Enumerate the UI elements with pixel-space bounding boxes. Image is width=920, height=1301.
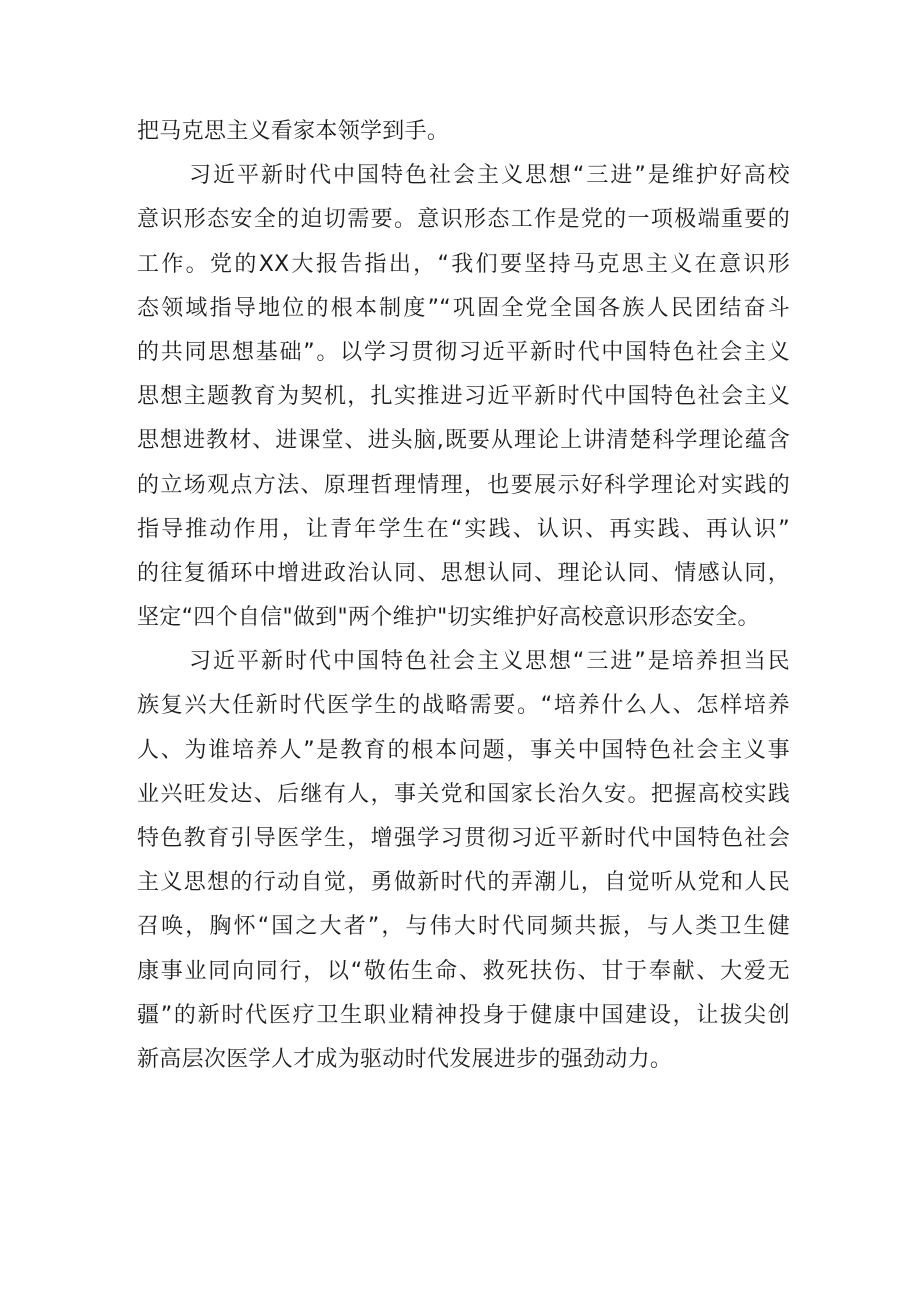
text-line: 态领域指导地位的根本制度”“巩固全党全国各族人民团结奋斗: [137, 295, 790, 321]
paragraph-1: [137, 110, 790, 154]
text-line: 疆”的新时代医疗卫生职业精神投身于健康中国建设，让拔尖创: [137, 1002, 790, 1028]
text-line: 业兴旺发达、后继有人，事关党和国家长治久安。把握高校实践: [137, 781, 790, 807]
text-line: 意识形态安全的迫切需要。意识形态工作是党的一项极端重要的: [137, 207, 790, 233]
text-line: 的立场观点方法、原理哲理情理，也要展示好科学理论对实践的: [137, 472, 790, 498]
text-line: 习近平新时代中国特色社会主义思想“三进”是维护好高校: [189, 163, 790, 189]
text-line: 的共同思想基础”。以学习贯彻习近平新时代中国特色社会主义: [137, 339, 790, 365]
text-line: 把马克思主义看家本领学到手。: [137, 119, 450, 144]
paragraph-2: [137, 154, 790, 640]
text-line: 新高层次医学人才成为驱动时代发展进步的强劲动力。: [137, 1046, 673, 1072]
text-line: 族复兴大任新时代医学生的战略需要。“培养什么人、怎样培养: [137, 693, 790, 719]
text-line: 工作。党的XX大报告指出，“我们要坚持马克思主义在意识形: [137, 251, 790, 277]
paragraph-3: [137, 640, 790, 1082]
text-line: 主义思想的行动自觉，勇做新时代的弄潮儿，自觉听从党和人民: [137, 870, 790, 896]
text-line: 坚定“四个自信"做到"两个维护"切实维护好高校意识形态安全。: [137, 605, 760, 631]
text-line: 召唤，胸怀“国之大者”，与伟大时代同频共振，与人类卫生健: [137, 914, 790, 940]
text-line: 康事业同向同行，以“敬佑生命、救死扶伤、甘于奉献、大爱无: [137, 958, 790, 984]
text-line: 人、为谁培养人”是教育的根本问题，事关中国特色社会主义事: [137, 737, 790, 763]
text-line: 习近平新时代中国特色社会主义思想“三进”是培养担当民: [189, 649, 790, 675]
text-line: 思想进教材、进课堂、进头脑,既要从理论上讲清楚科学理论蕴含: [137, 428, 790, 454]
document-body: [137, 110, 790, 1082]
text-line: 特色教育引导医学生，增强学习贯彻习近平新时代中国特色社会: [137, 826, 790, 851]
text-line: 指导推动作用，让青年学生在“实践、认识、再实践、再认识”: [137, 516, 790, 542]
text-line: 思想主题教育为契机，扎实推进习近平新时代中国特色社会主义: [137, 384, 790, 410]
text-line: 的往复循环中增进政治认同、思想认同、理论认同、情感认同，: [137, 560, 790, 586]
